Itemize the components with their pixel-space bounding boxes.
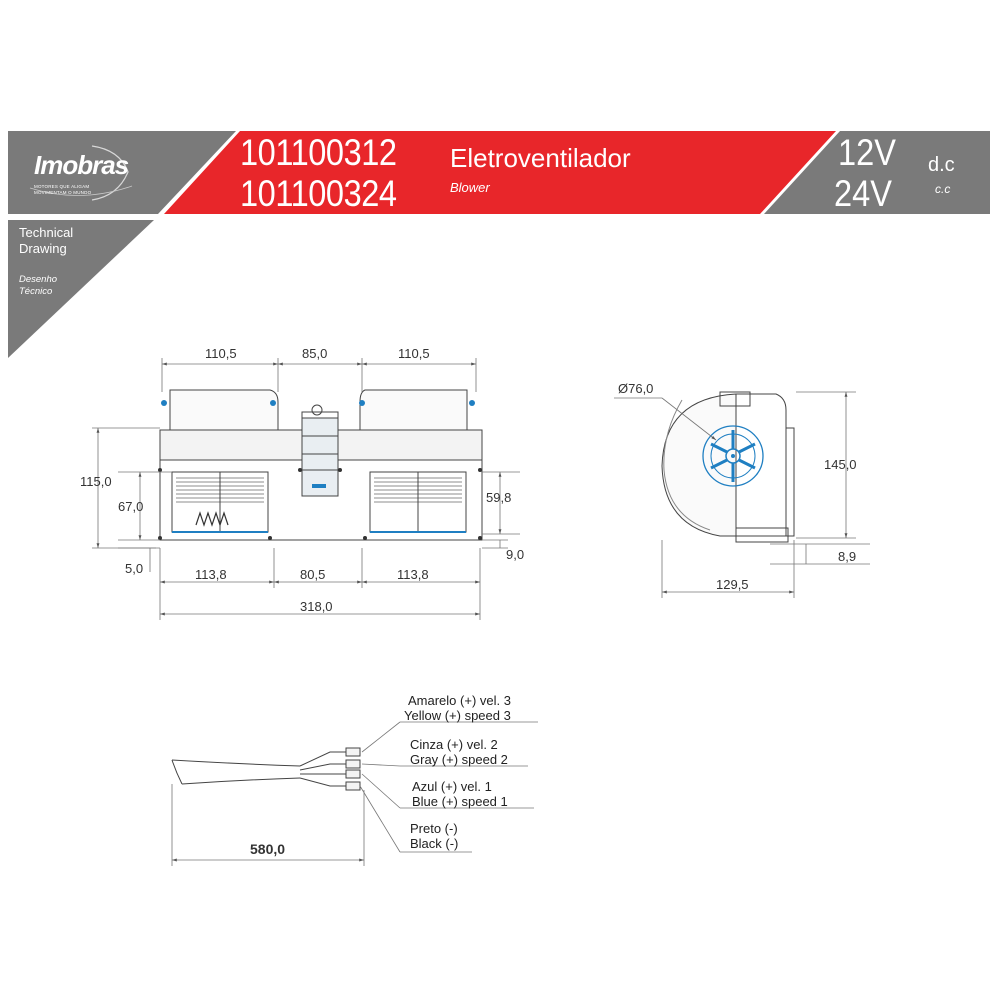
side-view (662, 392, 794, 542)
dim-height-inner: 67,0 (118, 499, 144, 514)
front-view (158, 390, 482, 540)
wire-black-en: Black (-) (410, 836, 459, 851)
dim-bottom-left: 113,8 (195, 567, 227, 582)
dim-side-height: 145,0 (824, 457, 857, 472)
dim-left-small: 5,0 (125, 561, 144, 576)
dim-height-total: 115,0 (80, 474, 112, 489)
dim-side-width: 129,5 (716, 577, 749, 592)
dim-height-right: 59,8 (486, 490, 512, 505)
voltage-12v: 12V (838, 132, 896, 173)
wire-blue-pt: Azul (+) vel. 1 (412, 779, 492, 794)
product-name: Eletroventilador (450, 143, 631, 173)
wire-gray-en: Gray (+) speed 2 (410, 752, 508, 767)
brand-tagline-1: MOTORES QUE ALIGAM (34, 184, 90, 189)
side-view-dimensions (614, 392, 870, 598)
dim-cable-length: 580,0 (250, 841, 286, 857)
dim-bottom-right: 113,8 (397, 567, 429, 582)
drawing-label-pt-2: Técnico (19, 286, 53, 297)
dim-top-mid: 85,0 (302, 346, 328, 361)
dim-overall-width: 318,0 (300, 599, 333, 614)
drawing-label-en-2: Drawing (19, 241, 67, 256)
brand-logo: Imobras (34, 150, 129, 180)
current-type-cc: c.c (935, 182, 951, 196)
wire-yellow-pt: Amarelo (+) vel. 3 (408, 693, 511, 708)
wire-yellow-en: Yellow (+) speed 3 (404, 708, 511, 723)
drawing-label-pt-1: Desenho (19, 274, 58, 285)
drawing-label-en-1: Technical (19, 225, 74, 240)
voltage-24v: 24V (834, 173, 892, 214)
dim-top-right: 110,5 (398, 346, 430, 361)
dim-side-offset: 8,9 (838, 549, 857, 564)
dim-top-left: 110,5 (205, 346, 237, 361)
part-number-2: 101100324 (240, 173, 397, 214)
dim-right-small: 9,0 (506, 547, 525, 562)
part-number-1: 101100312 (240, 132, 397, 173)
wire-blue-en: Blue (+) speed 1 (412, 794, 508, 809)
wire-black-pt: Preto (-) (410, 821, 458, 836)
product-name-english: Blower (450, 180, 490, 195)
dim-diameter: Ø76,0 (618, 381, 654, 396)
wire-gray-pt: Cinza (+) vel. 2 (410, 737, 498, 752)
current-type-dc: d.c (928, 154, 955, 176)
brand-tagline-2: MOVIMENTAM O MUNDO (34, 190, 92, 195)
dim-bottom-mid: 80,5 (300, 567, 326, 582)
